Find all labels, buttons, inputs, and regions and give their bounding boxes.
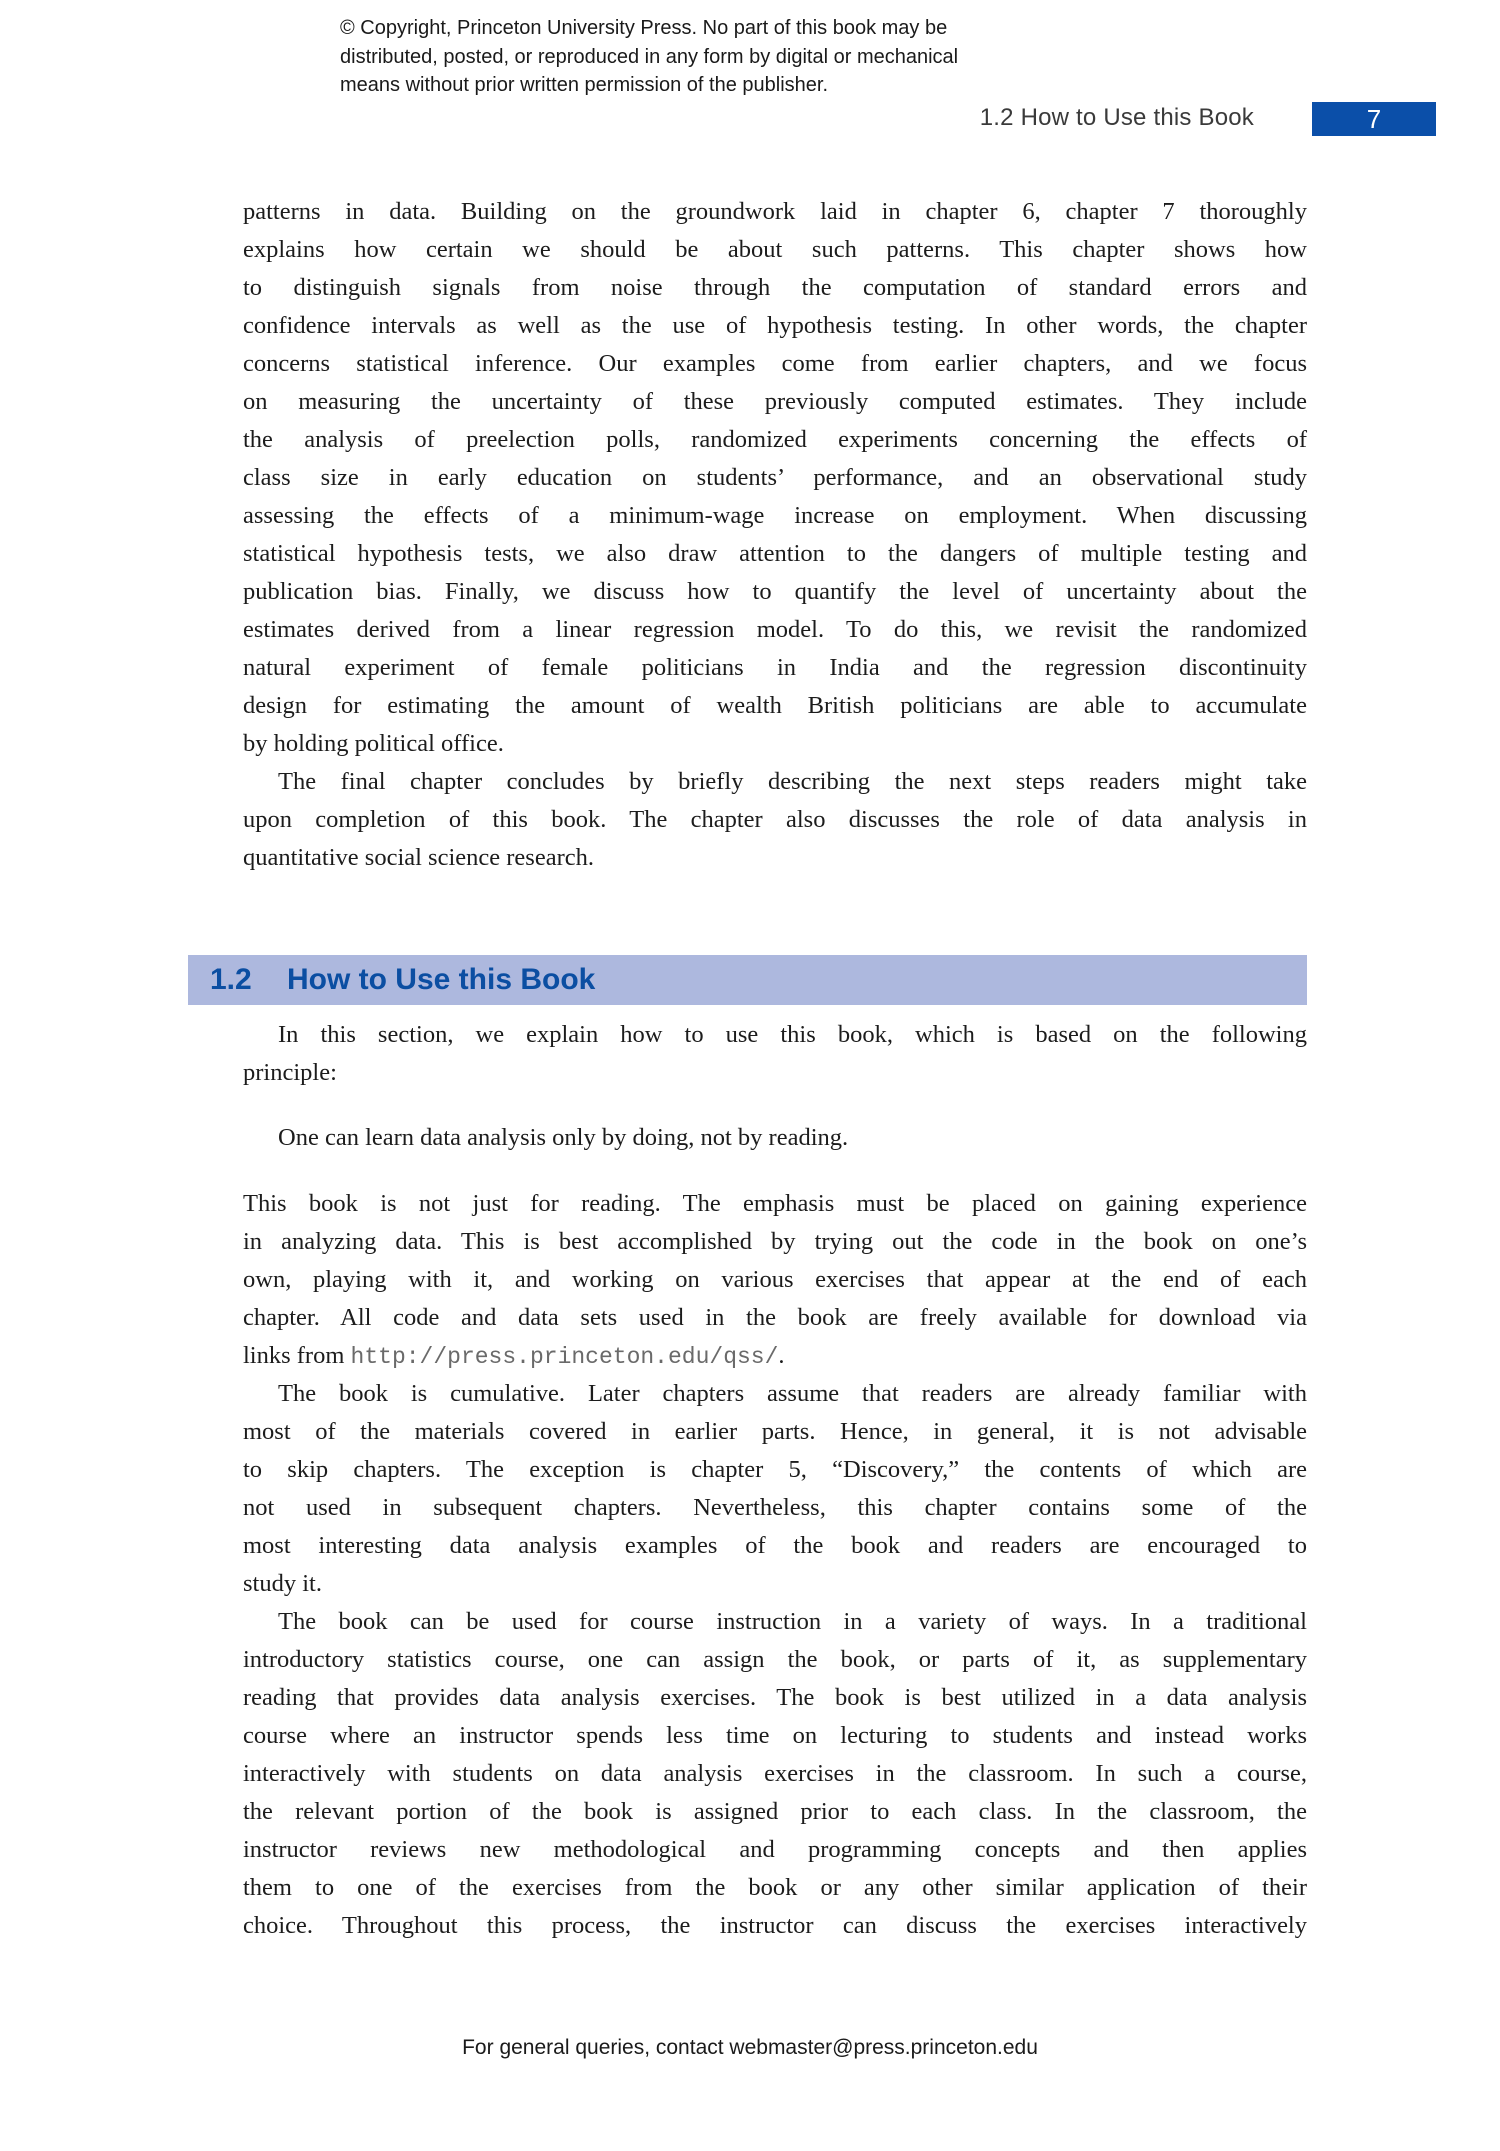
text-line: choice. Throughout this process, the instructor can discuss the exercises interactively: [243, 1912, 1307, 1939]
copyright-notice: [340, 14, 958, 100]
copyright-line: means without prior written permission of the publisher.: [340, 74, 829, 96]
text-line: The book is cumulative. Later chapters assume that readers are already familiar with: [278, 1380, 1307, 1407]
text-line: them to one of the exercises from the book or any other similar application of their: [243, 1874, 1307, 1901]
qss-url-link[interactable]: http://press.princeton.edu/qss/: [350, 1344, 779, 1370]
text-line: confidence intervals as well as the use of hypothesis testing. In other words, the chapter: [243, 312, 1307, 339]
text-line: statistical hypothesis tests, we also draw attention to the dangers of multiple testing and: [243, 540, 1307, 567]
section-number: 1.2: [210, 963, 252, 996]
text-line: introductory statistics course, one can assign the book, or parts of it, as supplementary: [243, 1646, 1307, 1673]
text-line: not used in subsequent chapters. Nevertheless, this chapter contains some of the: [243, 1494, 1307, 1521]
copyright-line: © Copyright, Princeton University Press. No part of this book may be: [340, 17, 948, 39]
text-line: estimates derived from a linear regression model. To do this, we revisit the randomized: [243, 616, 1307, 643]
section-heading: [188, 955, 1307, 1005]
text-line: interactively with students on data analysis exercises in the classroom. In such a course,: [243, 1760, 1307, 1787]
text-line: most of the materials covered in earlier parts. Hence, in general, it is not advisable: [243, 1418, 1307, 1445]
principle-quote: One can learn data analysis only by doing, not by reading.: [278, 1124, 849, 1151]
section-title: How to Use this Book: [287, 963, 596, 996]
text-line: to skip chapters. The exception is chapter 5, “Discovery,” the contents of which are: [243, 1456, 1307, 1483]
text-line: by holding political office.: [243, 730, 504, 757]
text-line: concerns statistical inference. Our examples come from earlier chapters, and we focus: [243, 350, 1307, 377]
text-line: patterns in data. Building on the groundwork laid in chapter 6, chapter 7 thoroughly: [243, 198, 1307, 225]
text-line: In this section, we explain how to use this book, which is based on the following: [278, 1021, 1307, 1048]
text-line: study it.: [243, 1570, 322, 1597]
footer-contact: For general queries, contact webmaster@press.princeton.edu: [462, 2036, 1038, 2059]
text-line: most interesting data analysis examples of the book and readers are encouraged to: [243, 1532, 1307, 1559]
text-line: natural experiment of female politicians in India and the regression discontinuity: [243, 654, 1307, 681]
text-line: reading that provides data analysis exercises. The book is best utilized in a data analysis: [243, 1684, 1307, 1711]
text-line: course where an instructor spends less time on lecturing to students and instead works: [243, 1722, 1307, 1749]
text-line: the relevant portion of the book is assigned prior to each class. In the classroom, the: [243, 1798, 1307, 1825]
text-line: The book can be used for course instruction in a variety of ways. In a traditional: [278, 1608, 1307, 1635]
text-line: upon completion of this book. The chapter also discusses the role of data analysis in: [243, 806, 1307, 833]
text-line: chapter. All code and data sets used in the book are freely available for download via: [243, 1304, 1307, 1331]
links-prefix: links from: [243, 1342, 351, 1369]
text-line: the analysis of preelection polls, randomized experiments concerning the effects of: [243, 426, 1307, 453]
page-number: 7: [1312, 102, 1436, 136]
links-suffix: .: [778, 1342, 785, 1369]
text-line: The final chapter concludes by briefly describing the next steps readers might take: [278, 768, 1307, 795]
text-line: assessing the effects of a minimum-wage increase on employment. When discussing: [243, 502, 1307, 529]
text-line: own, playing with it, and working on various exercises that appear at the end of each: [243, 1266, 1307, 1293]
text-line: to distinguish signals from noise through the computation of standard errors and: [243, 274, 1307, 301]
text-line: design for estimating the amount of wealth British politicians are able to accumulate: [243, 692, 1307, 719]
text-line: instructor reviews new methodological and programming concepts and then applies: [243, 1836, 1307, 1863]
text-line: [243, 1337, 1307, 1375]
text-line: in analyzing data. This is best accomplished by trying out the code in the book on one’s: [243, 1228, 1307, 1255]
text-line: principle:: [243, 1059, 337, 1086]
text-line: quantitative social science research.: [243, 844, 594, 871]
running-head: 1.2 How to Use this Book: [979, 104, 1254, 131]
text-line: explains how certain we should be about such patterns. This chapter shows how: [243, 236, 1307, 263]
text-line: publication bias. Finally, we discuss how to quantify the level of uncertainty about the: [243, 578, 1307, 605]
text-line: class size in early education on students’ performance, and an observational study: [243, 464, 1307, 491]
text-line: on measuring the uncertainty of these previously computed estimates. They include: [243, 388, 1307, 415]
text-line: This book is not just for reading. The emphasis must be placed on gaining experience: [243, 1190, 1307, 1217]
copyright-line: distributed, posted, or reproduced in any form by digital or mechanical: [340, 45, 959, 68]
